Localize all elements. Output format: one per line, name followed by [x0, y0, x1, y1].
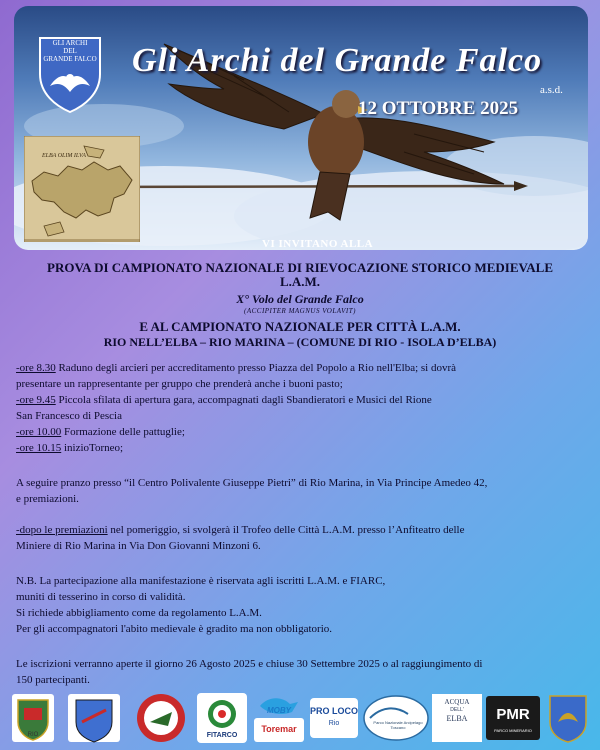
- schedule-section: [16, 360, 588, 456]
- parco-text: Parco Nazionale Arcipelago Toscano: [373, 720, 423, 730]
- toremar-text: Toremar: [261, 724, 297, 734]
- event-latin-name: (ACCIPITER MAGNUS VOLAVIT): [244, 307, 356, 315]
- fitarco-text: FITARCO: [206, 732, 238, 739]
- invite-text: VI INVITANO ALLA: [262, 238, 374, 250]
- lunch-paragraph: [16, 475, 588, 507]
- fitarco-logo: [196, 692, 248, 742]
- event-date: 12 OTTOBRE 2025: [358, 98, 519, 119]
- schedule-item: [16, 440, 588, 456]
- schedule-item-continued: presentare un rappresentante per gruppo che prenderà anche i buoni pasto;: [16, 378, 343, 390]
- afternoon-paragraph: [16, 522, 588, 554]
- proloco-logo: [310, 692, 358, 742]
- lunch-line: A seguire pranzo presso “il Centro Polivalente Giuseppe Pietri” di Rio Marina, in Via Principe Amedeo 42,: [16, 477, 488, 489]
- championship-heading-org: L.A.M.: [279, 274, 321, 289]
- schedule-item: [16, 392, 588, 408]
- municipal-shield-logo: [66, 692, 122, 742]
- acqua-text-2: DELL': [450, 707, 464, 713]
- afternoon-lead: -dopo le premiazioni: [16, 524, 108, 536]
- sponsor-logos: [8, 692, 596, 744]
- shield-text: GLI ARCHI DEL GRANDE FALCO: [43, 39, 97, 63]
- event-name: X° Volo del Grande Falco: [236, 292, 364, 306]
- pmr-sub: PARCO MINERARIO: [494, 728, 532, 733]
- registration-paragraph: [16, 656, 588, 688]
- notes-paragraph: [16, 573, 588, 637]
- schedule-time: -ore 10.00: [16, 426, 62, 438]
- schedule-text: Raduno degli arcieri per accreditamento presso Piazza del Popolo a Rio nell'Elba; si dovrà: [55, 362, 457, 374]
- schedule-time: -ore 10.15: [16, 442, 62, 454]
- banner-suffix: a.s.d.: [540, 84, 563, 96]
- banner-title: Gli Archi del Grande Falco: [132, 42, 543, 79]
- moby-text: MOBY: [267, 706, 291, 715]
- schedule-text: Formazione delle pattuglie;: [61, 426, 185, 438]
- map-label: ELBA OLIM ILVA: [42, 153, 86, 159]
- acqua-elba-logo: [432, 692, 482, 742]
- schedule-text: inizioTorneo;: [61, 442, 124, 454]
- pmr-text: PMR: [496, 706, 530, 723]
- afternoon-text: nel pomeriggio, si svolgerà il Trofeo delle Città L.A.M. presso l’Anfiteatro delle: [107, 524, 465, 536]
- header-banner: [14, 6, 588, 250]
- schedule-time: -ore 9.45: [16, 394, 56, 406]
- schedule-item: [16, 424, 588, 440]
- rio-crest-logo: [8, 692, 58, 742]
- eagle-shield-logo: [544, 692, 592, 742]
- schedule-item: [16, 360, 588, 376]
- registration-line: Le iscrizioni verranno aperte il giorno 26 Agosto 2025 e chiuse 30 Settembre 2025 o al raggiungimento di: [16, 658, 483, 670]
- moby-toremar-logo: [254, 692, 304, 742]
- acqua-text-3: ELBA: [446, 714, 468, 723]
- note-line: N.B. La partecipazione alla manifestazione è riservata agli iscritti L.A.M. e FIARC,: [16, 575, 386, 587]
- proloco-sub: Rio: [328, 720, 340, 727]
- parco-nazionale-logo: [362, 692, 430, 742]
- afternoon-text: Miniere di Rio Marina in Via Don Giovanni Minzoni 6.: [16, 540, 261, 552]
- pmr-logo: [486, 692, 540, 742]
- registration-line: 150 partecipanti.: [16, 674, 90, 686]
- round-emblem-logo: [132, 692, 190, 742]
- rio-logo-text: RIO: [27, 732, 39, 738]
- schedule-time: -ore 8.30: [16, 362, 56, 374]
- note-line: Si richiede abbigliamento come da regolamento L.A.M.: [16, 607, 262, 619]
- championship-heading: PROVA DI CAMPIONATO NAZIONALE DI RIEVOCAZIONE STORICO MEDIEVALE: [47, 260, 553, 275]
- location-heading: RIO NELL’ELBA – RIO MARINA – (COMUNE DI RIO - ISOLA D’ELBA): [103, 335, 497, 349]
- note-line: Per gli accompagnatori l'abito medievale è gradito ma non obbligatorio.: [16, 623, 332, 635]
- city-championship-heading: E AL CAMPIONATO NAZIONALE PER CITTÀ L.A.M.: [139, 319, 461, 334]
- acqua-text-1: ACQUA: [444, 698, 470, 706]
- note-line: muniti di tesserino in corso di validità.: [16, 591, 186, 603]
- proloco-text: PRO LOCO: [310, 706, 359, 716]
- schedule-text: Piccola sfilata di apertura gara, accompagnati dagli Sbandieratori e Musici del Rione: [55, 394, 432, 406]
- schedule-item-continued: San Francesco di Pescia: [16, 410, 122, 422]
- lunch-line: e premiazioni.: [16, 493, 79, 505]
